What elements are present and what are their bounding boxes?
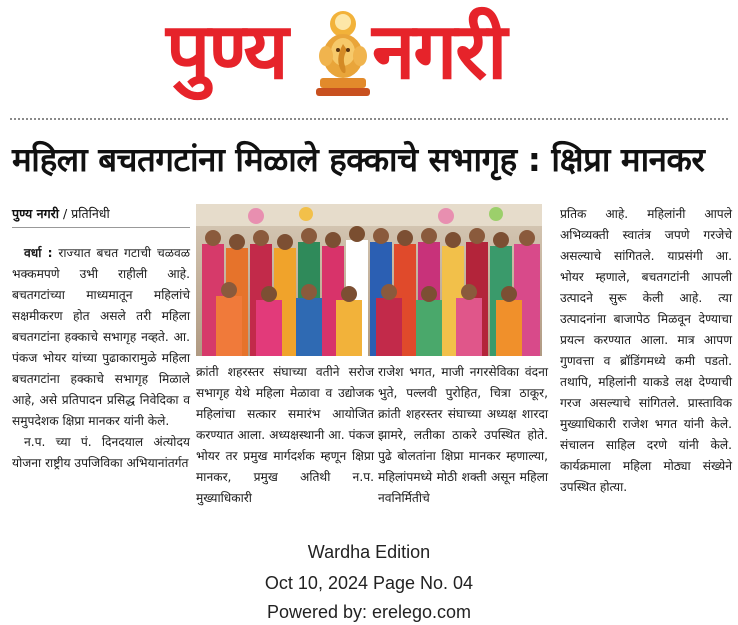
paragraph-2: न.प. च्या पं. दिनदयाल अंत्योदय योजना राष्ट्रीय उपजिविका अभियानांतर्गत xyxy=(12,435,190,470)
date-page-label: Oct 10, 2024 Page No. 04 xyxy=(264,573,474,593)
byline-paper: पुण्य नगरी xyxy=(12,206,59,221)
ganesha-emblem-icon xyxy=(312,6,374,100)
byline-divider xyxy=(12,227,190,228)
column-4-text: प्रतिक आहे. महिलांनी आपले अभिव्यक्ती स्वातंत्र जपणे गरजेचे असल्याचे सांगितले. याप्रसंगी आ. भोयर म्हणाले, बचतगटांनी आपली उत्पादने सुरू केली आहे. त्या उत्पादनांना बाजापेठ मिळवून देण्याचा प्रयत्न करण्यात आला. मात्र आपण गुणवत्ता व ब्रॉडिंगमध्ये कमी पडतो. तथापि, महिलांनी याकडे लक्ष देण्याची गरज असल्याचे सांगितले. प्रास्ताविक मुख्याधिकारी राजेश भगत यांनी केले. संचालन साहिल दरणे यांनी केले. कार्यक्रमाला महिला मोठ्या संख्येने उपस्थित होत्या. xyxy=(560,207,732,494)
group-photo-illustration xyxy=(196,204,542,356)
masthead-word-right: नगरी xyxy=(372,7,506,97)
byline-separator: / xyxy=(58,206,72,221)
masthead-divider xyxy=(10,118,728,120)
column-3-text: राजेश भगत, माजी नगरसेविका वंदना भुते, पल्लवी पुरोहित, चित्रा ठाकूर, क्रांती शहरस्तर संघाच्या अध्यक्ष शारदा झामरे, लतीका ठाकरे उपस्थित होते. पुढे बोलतांना क्षिप्रा मानकर म्हणाल्या, महिलांपमध्ये मोठी शक्ती असून महिला नवनिर्मितीचे xyxy=(378,365,548,505)
article-headline: महिला बचतगटांना मिळाले हक्काचे सभागृह : क्षिप्रा मानकर xyxy=(12,140,705,179)
lead-paragraph: राज्यात बचत गटाची चळवळ भक्कमपणे उभी राहीली आहे. बचतगटांच्या माध्यमातून महिलांचे सक्षमीकरण होत असले तरी महिला बचतगटांना हक्काचे सभागृह नव्हते. आ. पंकज भोयर यांच्या पुढाकारामुळे महिला बचतगटांना हक्काचे सभागृह मिळाले आहे, असे प्रतिपादन प्रसिद्ध निवेदिका व समुपदेशक क्षिप्रा मानकर यांनी केले. xyxy=(12,246,190,428)
article-column-3 xyxy=(378,362,548,509)
article-column-1 xyxy=(12,243,190,474)
dateline: वर्धा : xyxy=(24,246,53,260)
article-column-2 xyxy=(196,362,374,509)
masthead xyxy=(0,0,738,112)
byline-role: प्रतिनिधी xyxy=(71,206,110,221)
event-photo xyxy=(196,204,542,356)
byline xyxy=(12,205,110,223)
column-2-text: क्रांती शहरस्तर संघाच्या वतीने सरोज सभागृह येथे महिला मेळावा व उद्योजक महिलांचा सत्कार समारंभ आयोजित करण्यात आला. अध्यक्षस्थानी आ. पंकज भोयर तर प्रमुख मार्गदर्शक म्हणून क्षिप्रा मानकर, प्रमुख अतिथी न.प. मुख्याधिकारी xyxy=(196,365,374,505)
article-column-4 xyxy=(560,204,732,498)
powered-by-label: Powered by: erelego.com xyxy=(266,602,472,622)
masthead-word-left: पुण्य xyxy=(166,7,287,97)
edition-label: Wardha Edition xyxy=(307,542,431,562)
